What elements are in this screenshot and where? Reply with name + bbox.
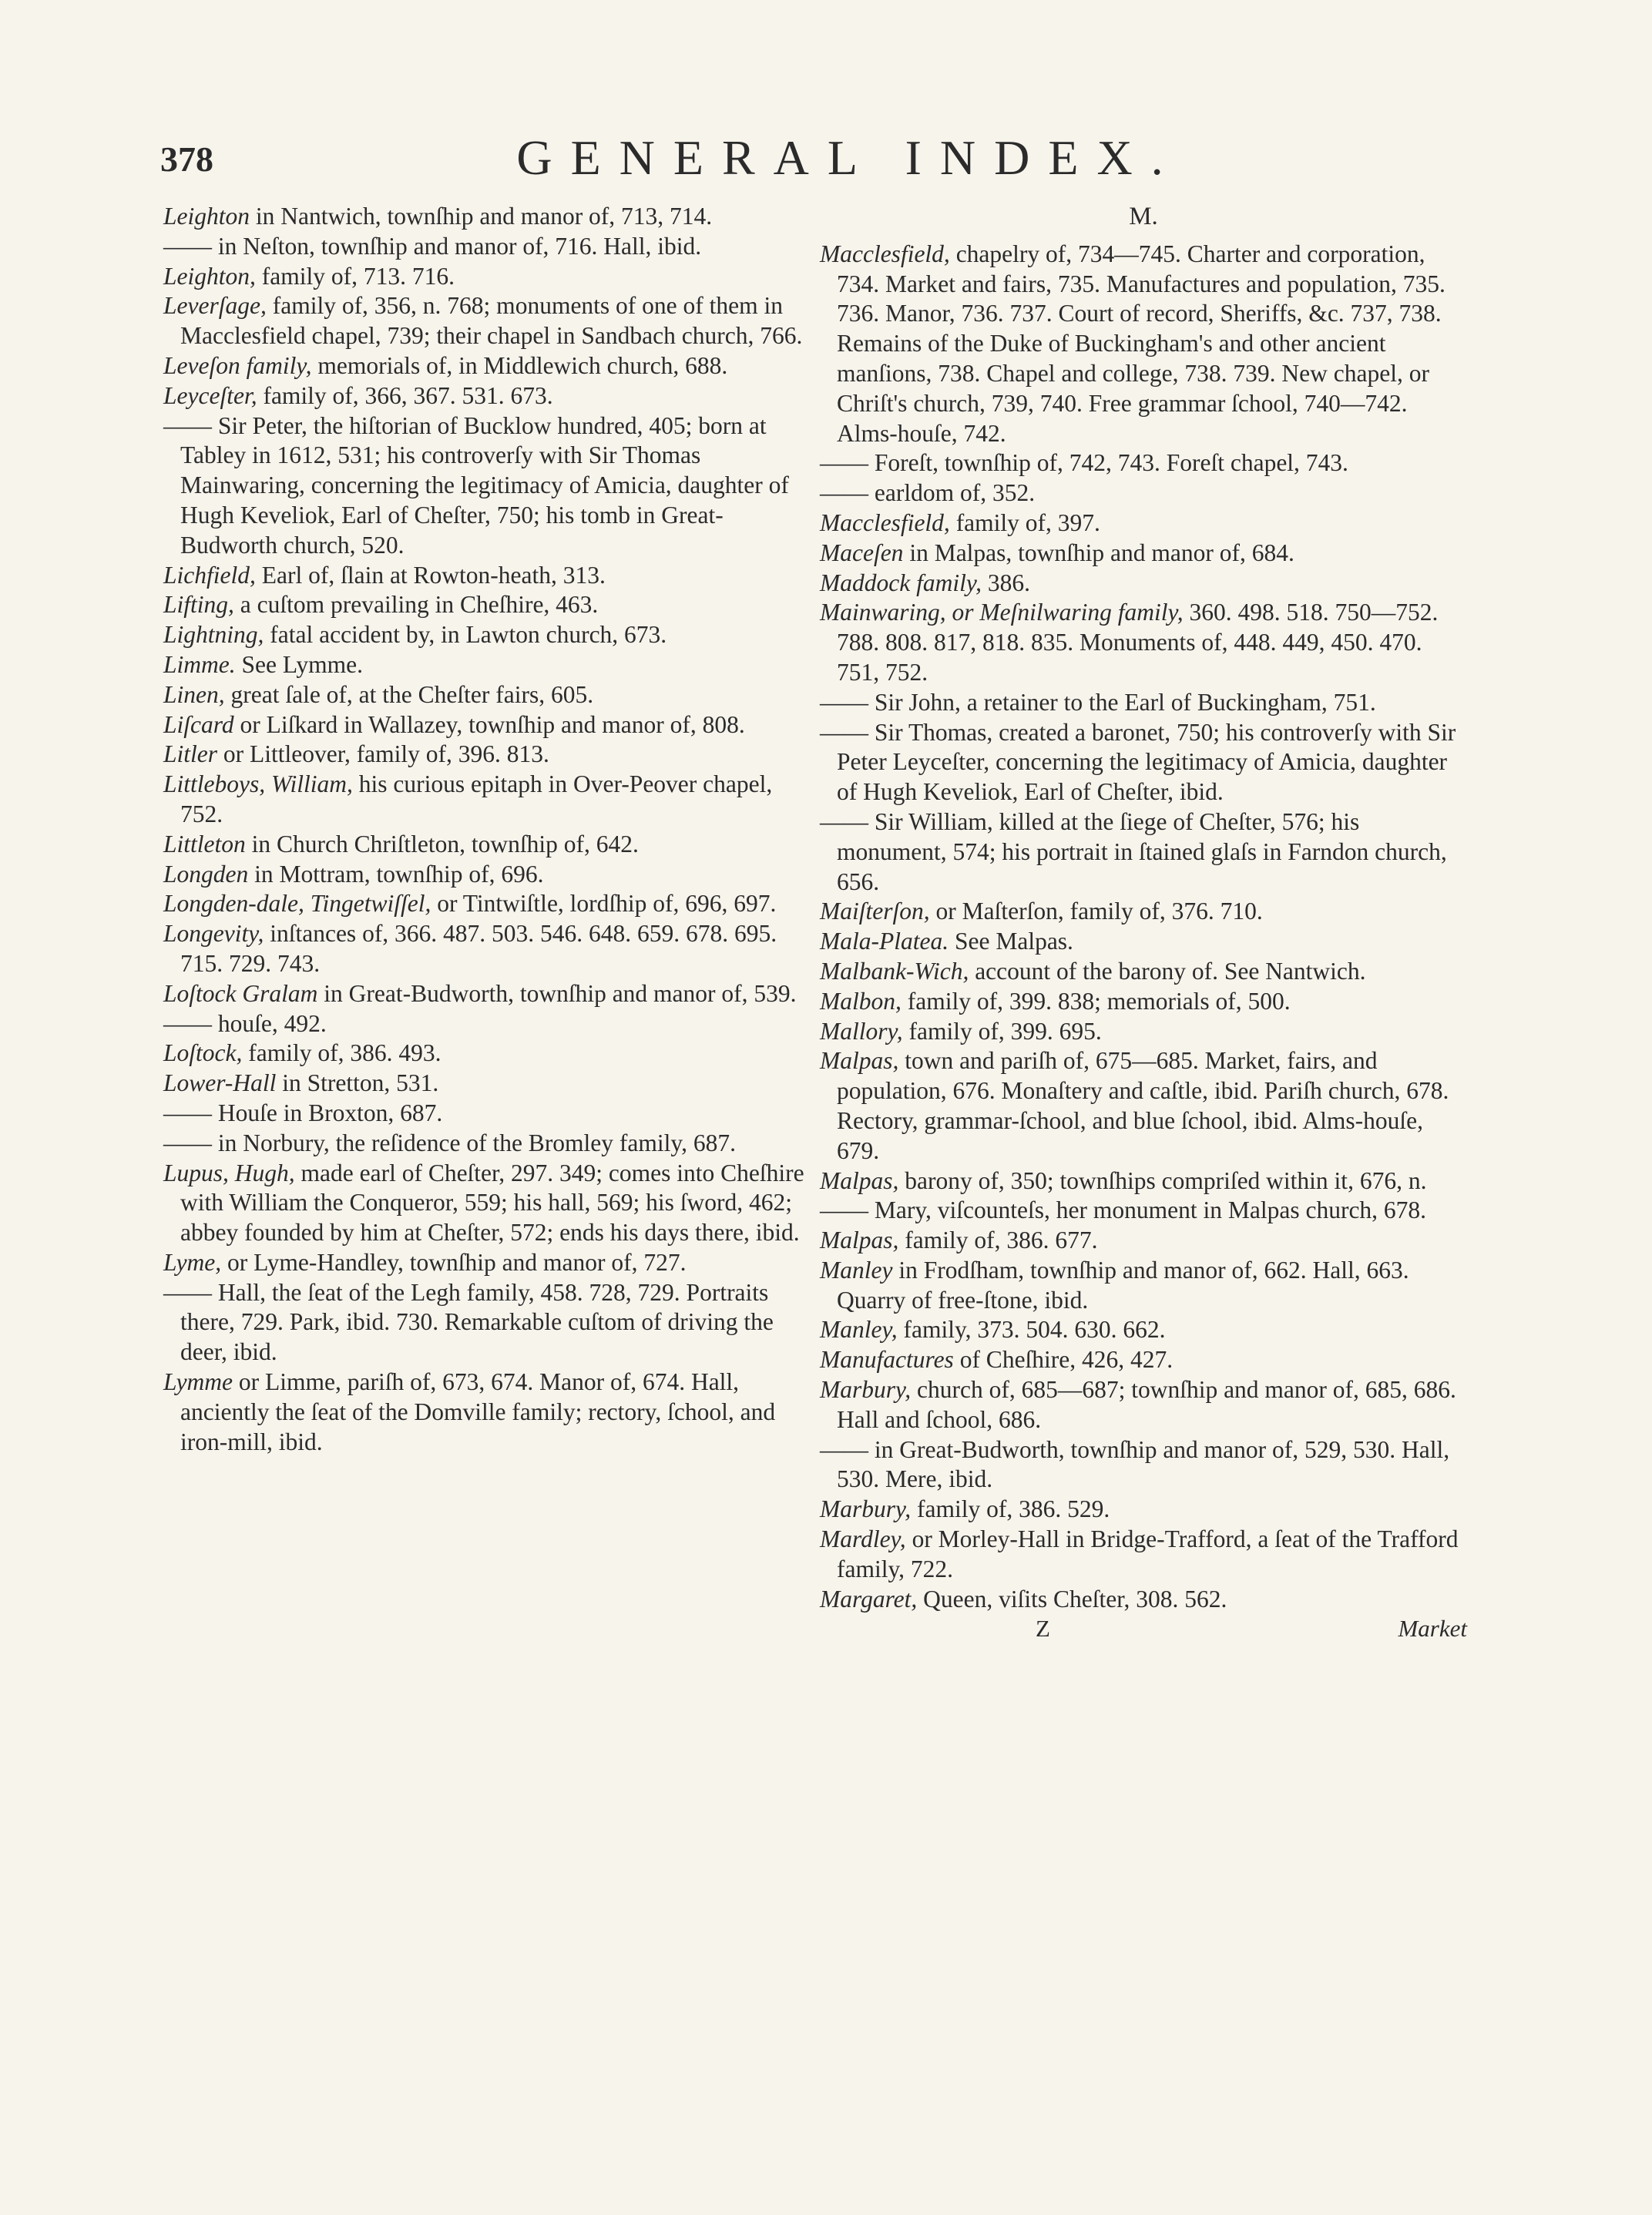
entry-headword: Leverſage, (163, 292, 267, 320)
entry-text: Earl of, ſlain at Rowton-heath, 313. (255, 561, 606, 589)
index-entry (163, 1099, 811, 1129)
entry-headword: Longden (163, 860, 249, 888)
entry-headword: Lymme (163, 1368, 233, 1396)
entry-headword: Mala-Platea. (820, 928, 949, 955)
index-entry (820, 1375, 1467, 1435)
entry-text: —— Houſe in Broxton, 687. (163, 1099, 443, 1126)
entry-text: 386. (981, 569, 1030, 596)
index-entry (163, 1159, 811, 1248)
entry-headword: Leyceſter, (163, 381, 257, 409)
index-entry (820, 1226, 1467, 1256)
entry-text: family of, 397. (949, 508, 1100, 536)
index-entry (163, 232, 811, 262)
index-entry (820, 508, 1467, 539)
entry-text: —— Sir John, a retainer to the Earl of Buckingham, 751. (820, 688, 1376, 716)
right-column-entries (820, 240, 1467, 1615)
entry-headword: Lyme, (163, 1248, 222, 1276)
index-entry (163, 979, 811, 1009)
index-entry (163, 1009, 811, 1039)
entry-text: in Great-Budworth, townſhip and manor of, 539. (317, 979, 797, 1007)
index-entry (820, 1017, 1467, 1047)
entry-text: or Morley-Hall in Bridge-Trafford, a ſeat of the Trafford family, 722. (837, 1525, 1459, 1582)
entry-text: of Cheſhire, 426, 427. (953, 1346, 1174, 1374)
entry-text: family of, 386. 493. (242, 1039, 442, 1067)
entry-text: memorials of, in Middlewich church, 688. (311, 351, 728, 379)
entry-headword: Longevity, (163, 920, 264, 948)
index-entry (163, 770, 811, 830)
index-entry (820, 569, 1467, 599)
entry-headword: Maddock family, (820, 569, 982, 596)
entry-headword: Marbury, (820, 1376, 912, 1404)
entry-text: family of, 386. 529. (911, 1495, 1110, 1523)
entry-headword: Manufactures (820, 1346, 954, 1374)
entry-text: town and pariſh of, 675—685. Market, fairs, and population, 676. Monaſtery and caſtle, ibid. Pariſh church, 678. Rectory, grammar-ſchool, and blue ſchool, ibid. Alms-houſe, 679. (837, 1047, 1449, 1164)
index-entry (820, 718, 1467, 807)
entry-text: —— in Norbury, the reſidence of the Bromley family, 687. (163, 1129, 736, 1156)
index-entry (820, 240, 1467, 449)
entry-text: —— in Neſton, townſhip and manor of, 716. Hall, ibid. (163, 232, 702, 260)
index-entry (163, 590, 811, 620)
entry-headword: Longden-dale, Tingetwiſſel, (163, 890, 431, 918)
entry-text: in Stretton, 531. (276, 1069, 439, 1097)
index-entry (163, 830, 811, 860)
index-entry (820, 987, 1467, 1017)
index-entry (820, 1046, 1467, 1166)
index-entry (820, 1196, 1467, 1226)
entry-headword: Maceſen (820, 539, 904, 566)
index-entry (163, 680, 811, 710)
entry-text: in Nantwich, townſhip and manor of, 713, 714. (250, 203, 713, 230)
entry-headword: Leighton (163, 203, 250, 230)
index-entry (820, 1166, 1467, 1196)
page-title: GENERAL INDEX. (516, 130, 1182, 185)
entry-text: great ſale of, at the Cheſter fairs, 605. (224, 680, 594, 708)
index-entry (163, 860, 811, 890)
entry-text: Queen, viſits Cheſter, 308. 562. (917, 1585, 1227, 1613)
index-entry (820, 1315, 1467, 1345)
index-entry (163, 1129, 811, 1159)
entry-headword: Loſtock, (163, 1039, 243, 1067)
entry-text: or Lyme-Handley, townſhip and manor of, 727. (221, 1248, 687, 1276)
index-entry (820, 539, 1467, 569)
index-entry (163, 620, 811, 650)
entry-text: his curious epitaph in Over-Peover chapel, 752. (180, 770, 773, 827)
entry-text: —— Hall, the ſeat of the Legh family, 458. 728, 729. Portraits there, 729. Park, ibid. 730. Remarkable cuſtom of driving the deer, ibid. (163, 1278, 774, 1366)
index-entry (163, 262, 811, 292)
entry-text: made earl of Cheſter, 297. 349; comes into Cheſhire with William the Conqueror, 559; his hall, 569; his ſword, 462; abbey founded by him at Cheſter, 572; ends his days there, ibid. (180, 1159, 804, 1247)
entry-text: family of, 366, 367. 531. 673. (257, 381, 553, 409)
section-heading: M. (1129, 203, 1158, 230)
entry-text: family of, 399. 695. (902, 1017, 1102, 1045)
entry-text: See Malpas. (949, 928, 1073, 955)
entry-text: —— in Great-Budworth, townſhip and manor of, 529, 530. Hall, 530. Mere, ibid. (820, 1435, 1450, 1493)
entry-text: or Maſterſon, family of, 376. 710. (929, 898, 1263, 925)
entry-text: —— Sir Peter, the hiſtorian of Bucklow hundred, 405; born at Tabley in 1612, 531; his controverſy with Sir Thomas Mainwaring, concerning the legitimacy of Amicia, daughter of Hugh Keveliok, Earl of Cheſter, 750; his tomb in Great-Budworth church, 520. (163, 411, 789, 559)
entry-text: or Limme, pariſh of, 673, 674. Manor of, 674. Hall, anciently the ſeat of the Domville family; rectory, ſchool, and iron-mill, ibid. (180, 1368, 776, 1455)
index-entry (163, 740, 811, 770)
entry-headword: Macclesfield, (820, 240, 950, 267)
entry-text: —— Sir Thomas, created a baronet, 750; his controverſy with Sir Peter Leyceſter, concerning the legitimacy of Amicia, daughter of Hugh Keveliok, Earl of Cheſter, ibid. (820, 718, 1456, 806)
entry-headword: Leveſon family, (163, 351, 312, 379)
entry-text: —— earldom of, 352. (820, 479, 1036, 507)
entry-headword: Leighton, (163, 262, 256, 290)
index-entry (820, 448, 1467, 478)
entry-text: fatal accident by, in Lawton church, 673. (264, 621, 667, 649)
index-entry (163, 1368, 811, 1457)
index-entry (163, 710, 811, 740)
index-entry (820, 1256, 1467, 1316)
page-number: 378 (160, 139, 213, 179)
entry-text: barony of, 350; townſhips compriſed within it, 676, n. (898, 1166, 1427, 1194)
index-entry (163, 381, 811, 411)
entry-text: inſtances of, 366. 487. 503. 546. 648. 659. 678. 695. 715. 729. 743. (180, 920, 777, 977)
index-entry (820, 897, 1467, 927)
entry-text: or Liſkard in Wallazey, townſhip and manor of, 808. (233, 710, 745, 738)
index-entry (163, 1039, 811, 1069)
index-entry (820, 688, 1467, 718)
entry-headword: Liſcard (163, 710, 234, 738)
entry-headword: Lower-Hall (163, 1069, 277, 1097)
index-entry (820, 1345, 1467, 1375)
index-entry (820, 1585, 1467, 1615)
entry-headword: Lupus, Hugh, (163, 1159, 295, 1186)
index-entry (163, 1278, 811, 1368)
index-entry (163, 650, 811, 680)
entry-headword: Mainwaring, or Meſnilwaring family, (820, 599, 1184, 626)
entry-text: family of, 713. 716. (255, 262, 455, 290)
entry-headword: Littleboys, William, (163, 770, 353, 798)
index-entry (163, 561, 811, 591)
entry-text: family of, 399. 838; memorials of, 500. (901, 987, 1291, 1015)
entry-text: a cuſtom prevailing in Cheſhire, 463. (233, 591, 599, 619)
entry-headword: Maiſterſon, (820, 898, 930, 925)
signature-mark: Z (1036, 1615, 1050, 1643)
page-footer (820, 1614, 1467, 1645)
entry-text: 360. 498. 518. 750—752. 788. 808. 817, 818. 835. Monuments of, 448. 449, 450. 470. 751, 752. (837, 599, 1439, 686)
index-entry (163, 291, 811, 351)
entry-text: family, 373. 504. 630. 662. (897, 1316, 1166, 1344)
entry-headword: Loſtock Gralam (163, 979, 318, 1007)
entry-text: family of, 356, n. 768; monuments of one of them in Macclesfield chapel, 739; their chapel in Sandbach church, 766. (180, 292, 803, 350)
entry-headword: Lifting, (163, 591, 234, 619)
index-entry (820, 1495, 1467, 1525)
index-entry (820, 598, 1467, 687)
entry-headword: Litler (163, 740, 218, 768)
index-entry (163, 889, 811, 919)
index-entry (820, 1435, 1467, 1495)
index-entry (163, 411, 811, 561)
entry-text: —— Mary, viſcounteſs, her monument in Malpas church, 678. (820, 1196, 1427, 1224)
entry-headword: Macclesfield, (820, 508, 950, 536)
index-entry (820, 957, 1467, 987)
index-entry (820, 1525, 1467, 1585)
left-column (163, 202, 811, 1457)
entry-headword: Lichfield, (163, 561, 256, 589)
entry-headword: Margaret, (820, 1585, 918, 1613)
index-entry (163, 202, 811, 232)
entry-text: chapelry of, 734—745. Charter and corporation, 734. Market and fairs, 735. Manufactures and population, 735. 736. Manor, 736. 737. Court of record, Sheriffs, &c. 737, 738. Remains of the Duke of Buckingham's and other ancient manſions, 738. Chapel and college, 738. 739. New chapel, or Chriſt's church, 739, 740. Free grammar ſchool, 740—742. Alms-houſe, 742. (837, 240, 1446, 447)
index-entry (163, 1248, 811, 1278)
entry-headword: Malbank-Wich, (820, 957, 969, 985)
entry-text: —— Foreſt, townſhip of, 742, 743. Foreſt chapel, 743. (820, 449, 1348, 477)
entry-text: or Littleover, family of, 396. 813. (217, 740, 549, 768)
entry-headword: Malbon, (820, 987, 902, 1015)
entry-text: family of, 386. 677. (898, 1227, 1098, 1254)
entry-headword: Mardley, (820, 1525, 906, 1553)
entry-text: See Lymme. (235, 650, 363, 678)
index-entry (820, 807, 1467, 897)
index-entry (163, 1069, 811, 1099)
index-entry (163, 351, 811, 381)
entry-headword: Linen, (163, 680, 225, 708)
entry-text: in Malpas, townſhip and manor of, 684. (903, 539, 1294, 566)
entry-headword: Manley (820, 1256, 893, 1284)
entry-headword: Limme. (163, 650, 236, 678)
entry-headword: Littleton (163, 830, 246, 857)
entry-headword: Malpas, (820, 1166, 899, 1194)
entry-text: account of the barony of. See Nantwich. (969, 957, 1366, 985)
entry-text: or Tintwiſtle, lordſhip of, 696, 697. (431, 890, 777, 918)
index-entry (163, 919, 811, 979)
entry-headword: Lightning, (163, 621, 264, 649)
entry-text: —— Sir William, killed at the ſiege of Cheſter, 576; his monument, 574; his portrait in ſtained glaſs in Farndon church, 656. (820, 807, 1447, 895)
index-entry (820, 478, 1467, 508)
entry-text: in Frodſham, townſhip and manor of, 662. Hall, 663. Quarry of free-ſtone, ibid. (837, 1256, 1409, 1314)
entry-headword: Malpas, (820, 1227, 899, 1254)
entry-text: —— houſe, 492. (163, 1009, 327, 1037)
right-column (820, 202, 1467, 1645)
entry-headword: Marbury, (820, 1495, 912, 1523)
catchword: Market (1398, 1615, 1467, 1643)
entry-text: in Church Chriſtleton, townſhip of, 642. (245, 830, 639, 857)
entry-text: in Mottram, townſhip of, 696. (248, 860, 544, 888)
entry-text: church of, 685—687; townſhip and manor of, 685, 686. Hall and ſchool, 686. (837, 1376, 1456, 1433)
index-entry (820, 927, 1467, 957)
entry-headword: Manley, (820, 1316, 898, 1344)
entry-headword: Mallory, (820, 1017, 903, 1045)
entry-headword: Malpas, (820, 1047, 899, 1075)
